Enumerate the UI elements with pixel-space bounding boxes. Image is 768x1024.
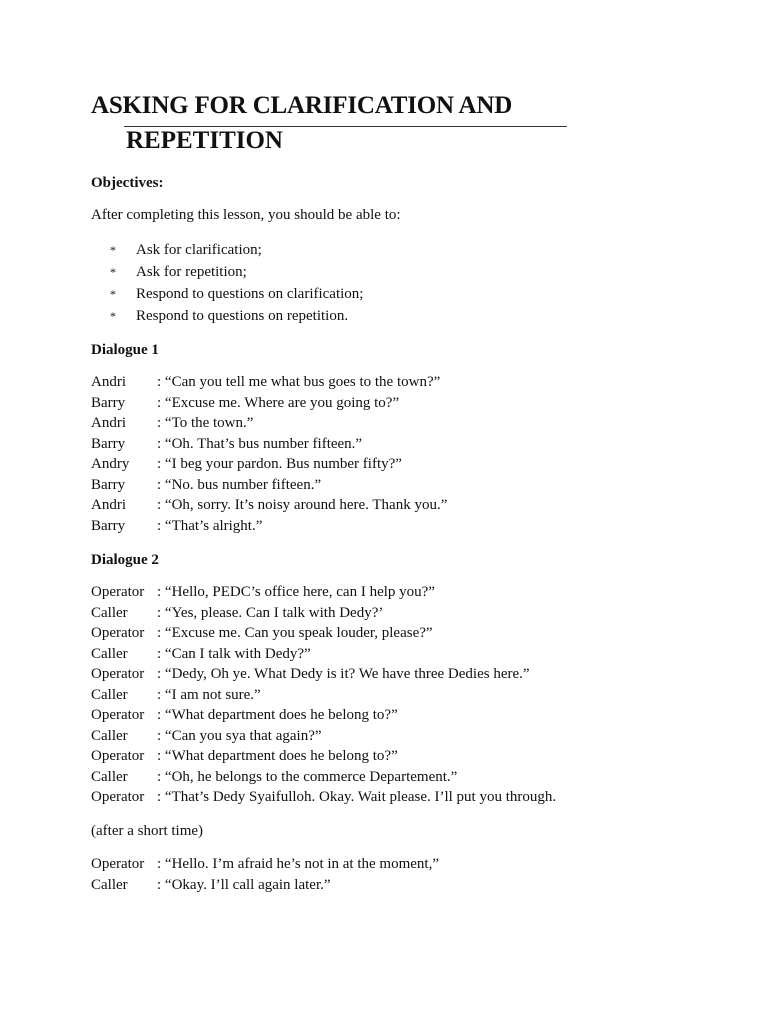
stage-note: (after a short time): [91, 823, 204, 839]
utterance: : “What department does he belong to?”: [157, 748, 398, 764]
utterance: : “Oh. That’s bus number fifteen.”: [157, 435, 363, 452]
dialogue-line: [91, 497, 447, 518]
dialogue-line: [91, 518, 447, 539]
utterance: : “What department does he belong to?”: [157, 707, 398, 723]
speaker-name: Operator: [91, 748, 145, 764]
utterance: : “No. bus number fifteen.”: [157, 476, 322, 493]
dialogue-line: [91, 877, 439, 898]
speaker-name: Operator: [91, 789, 145, 805]
speaker-name: Andri: [91, 415, 126, 431]
utterance: : “I am not sure.”: [157, 686, 261, 703]
utterance: : “Yes, please. Can I talk with Dedy?’: [157, 604, 384, 621]
dialogue-line: [91, 456, 447, 477]
utterance: : “Okay. I’ll call again later.”: [157, 876, 331, 893]
speaker-name: Caller: [91, 768, 128, 785]
speaker-name: Barry: [91, 517, 126, 534]
dialogue-line: [91, 625, 556, 646]
asterisk-bullet-icon: *: [110, 265, 116, 279]
utterance: : “Oh, sorry. It’s noisy around here. Thank you.”: [157, 497, 448, 513]
dialogue-line: [91, 789, 556, 810]
objective-text: Respond to questions on repetition.: [136, 308, 349, 324]
dialogue-2-continued: [91, 856, 439, 897]
speaker-name: Operator: [91, 707, 145, 723]
dialogue-2: [91, 584, 556, 810]
utterance: : “Can you sya that again?”: [157, 727, 322, 744]
objective-item: [110, 308, 363, 330]
objective-item: [110, 286, 363, 308]
speaker-name: Barry: [91, 435, 126, 452]
dialogue-line: [91, 395, 447, 416]
dialogue-line: [91, 646, 556, 667]
dialogue-line: [91, 728, 556, 749]
speaker-name: Andri: [91, 374, 126, 390]
dialogue-line: [91, 856, 439, 877]
objectives-list: [110, 242, 363, 330]
utterance: : “That’s Dedy Syaifulloh. Okay. Wait please. I’ll put you through.: [157, 789, 557, 805]
speaker-name: Operator: [91, 625, 145, 641]
speaker-name: Operator: [91, 666, 145, 682]
objective-item: [110, 264, 363, 286]
dialogue-line: [91, 769, 556, 790]
dialogue-line: [91, 748, 556, 769]
utterance: : “Can I talk with Dedy?”: [157, 645, 311, 662]
dialogue-line: [91, 584, 556, 605]
speaker-name: Caller: [91, 604, 128, 621]
utterance: : “Excuse me. Where are you going to?”: [157, 394, 400, 411]
utterance: : “To the town.”: [157, 415, 254, 431]
utterance: : “Oh, he belongs to the commerce Departement.”: [157, 768, 458, 785]
dialogue-2-heading: Dialogue 2: [91, 552, 159, 568]
utterance: : “Hello. I’m afraid he’s not in at the moment,”: [157, 856, 439, 872]
speaker-name: Caller: [91, 876, 128, 893]
speaker-name: Barry: [91, 394, 126, 411]
dialogue-line: [91, 477, 447, 498]
utterance: : “That’s alright.”: [157, 517, 263, 534]
speaker-name: Caller: [91, 727, 128, 744]
speaker-name: Andry: [91, 456, 130, 472]
page-title-line-1: ASKING FOR CLARIFICATION AND: [91, 92, 513, 119]
utterance: : “I beg your pardon. Bus number fifty?”: [157, 456, 402, 472]
asterisk-bullet-icon: *: [110, 243, 116, 257]
speaker-name: Barry: [91, 476, 126, 493]
speaker-name: Operator: [91, 856, 145, 872]
objective-item: [110, 242, 363, 264]
asterisk-bullet-icon: *: [110, 309, 116, 323]
dialogue-1-heading: Dialogue 1: [91, 342, 159, 358]
objectives-heading: Objectives:: [91, 175, 164, 191]
speaker-name: Caller: [91, 686, 128, 703]
objectives-intro: After completing this lesson, you should be able to:: [91, 207, 401, 223]
page-title-line-2: REPETITION: [126, 127, 283, 154]
dialogue-line: [91, 415, 447, 436]
asterisk-bullet-icon: *: [110, 287, 116, 301]
speaker-name: Operator: [91, 584, 145, 600]
objective-text: Respond to questions on clarification;: [136, 286, 364, 302]
objective-text: Ask for repetition;: [136, 264, 247, 280]
dialogue-1: [91, 374, 447, 538]
dialogue-line: [91, 605, 556, 626]
utterance: : “Hello, PEDC’s office here, can I help you?”: [157, 584, 435, 600]
utterance: : “Dedy, Oh ye. What Dedy is it? We have three Dedies here.”: [157, 666, 530, 682]
dialogue-line: [91, 374, 447, 395]
dialogue-line: [91, 707, 556, 728]
dialogue-line: [91, 666, 556, 687]
dialogue-line: [91, 687, 556, 708]
utterance: : “Can you tell me what bus goes to the town?”: [157, 374, 441, 390]
speaker-name: Andri: [91, 497, 126, 513]
objective-text: Ask for clarification;: [136, 242, 262, 258]
utterance: : “Excuse me. Can you speak louder, please?”: [157, 625, 433, 641]
dialogue-line: [91, 436, 447, 457]
speaker-name: Caller: [91, 645, 128, 662]
